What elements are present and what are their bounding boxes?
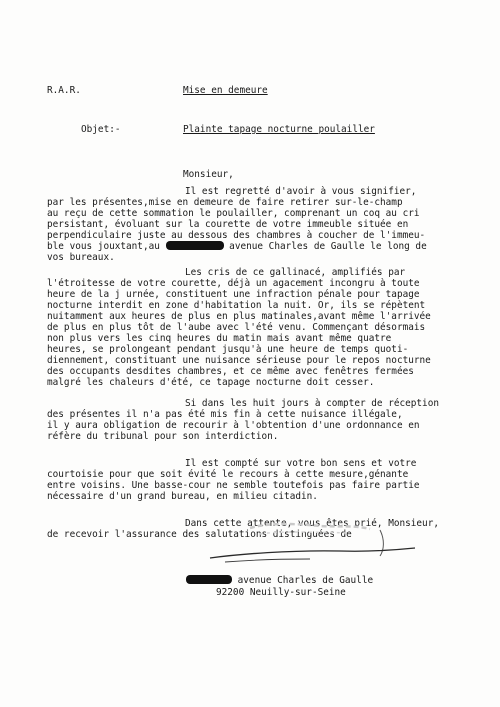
paragraph-line: des présentes il n'a pas été mis fin à cette nuisance illégale, — [47, 409, 403, 420]
rar-label: R.A.R. — [47, 85, 81, 96]
paragraph-line: nécessaire d'un grand bureau, en milieu citadin. — [47, 491, 318, 502]
paragraph-line: Dans cette attente, vous êtes prié, Monsieur, — [185, 518, 439, 529]
paragraph-line: perpendiculaire juste au dessous des chambres à coucher de l'immeu- — [47, 230, 426, 241]
paragraph-line: courtoisie pour que soit évité le recours à cette mesure,génante — [47, 469, 409, 480]
paragraph-line: par les présentes,mise en demeure de faire retirer sur-le-champ — [47, 197, 403, 208]
paragraph-line: au reçu de cette sommation le poulailler, comprenant un coq au cri — [47, 208, 420, 219]
paragraph-line: Il est regretté d'avoir à vous signifier, — [185, 186, 417, 197]
paragraph-line: non plus vers les cinq heures du matin mais avant même quatre — [47, 333, 392, 344]
paragraph-line: des occupants desdites chambres, et ce même avec fenêtres fermées — [47, 366, 414, 377]
paragraph-line: heures, se prolongeant pendant jusqu'à une heure de temps quoti- — [47, 344, 409, 355]
signature-mark — [180, 520, 430, 580]
objet-text: Plainte tapage nocturne poulailler — [183, 124, 375, 135]
salutation: Monsieur, — [183, 169, 234, 180]
paragraph-line: heure de la j urnée, constituent une infraction pénale pour tapage — [47, 289, 420, 300]
paragraph-line: de recevoir l'assurance des salutations distinguées de — [47, 529, 352, 540]
paragraph-line-head: ble vous jouxtant,au — [47, 241, 166, 252]
paragraph-line-tail: avenue Charles de Gaulle le long de — [223, 241, 427, 252]
paragraph-line: réfère du tribunal pour son interdiction. — [47, 431, 279, 442]
address-street: avenue Charles de Gaulle — [232, 575, 374, 586]
mise-en-demeure-heading: Mise en demeure — [183, 85, 268, 96]
paragraph-line: de plus en plus tôt de l'aube avec l'été venu. Commençant désormais — [47, 322, 426, 333]
paragraph-line: Il est compté sur votre bon sens et votre — [185, 458, 417, 469]
paragraph-line: l'étroitesse de votre courette, déjà un agacement incongru à toute — [47, 278, 420, 289]
paragraph-line: nocturne interdit en zone d'habitation la nuit. Or, ils se répètent — [47, 300, 426, 311]
paragraph-line: entre voisins. Une basse-cour ne semble toutefois pas faire partie — [47, 480, 420, 491]
paragraph-line: persistant, évoluant sur la courette de votre immeuble située en — [47, 219, 409, 230]
objet-label: Objet:- — [81, 124, 121, 135]
paragraph-line: Les cris de ce gallinacé, amplifiés par — [185, 267, 406, 278]
paragraph-line: Si dans les huit jours à compter de réception — [185, 398, 439, 409]
redacted-street-number — [186, 575, 232, 584]
paragraph-line: vos bureaux. — [47, 252, 115, 263]
paragraph-line: il y aura obligation de recourir à l'obtention d'une ordonnance en — [47, 420, 420, 431]
redacted-street-number — [166, 241, 224, 250]
paragraph-line: nuitamment aux heures de plus en plus matinales,avant même l'arrivée — [47, 311, 431, 322]
address-line-1 — [186, 575, 373, 586]
address-line-2: 92200 Neuilly-sur-Seine — [216, 587, 346, 598]
paragraph-line: diennement, constituant une nuisance sérieuse pour le repos nocturne — [47, 355, 431, 366]
paragraph-line-with-redaction — [47, 241, 427, 252]
paragraph-line: malgré les chaleurs d'été, ce tapage nocturne doit cesser. — [47, 377, 375, 388]
